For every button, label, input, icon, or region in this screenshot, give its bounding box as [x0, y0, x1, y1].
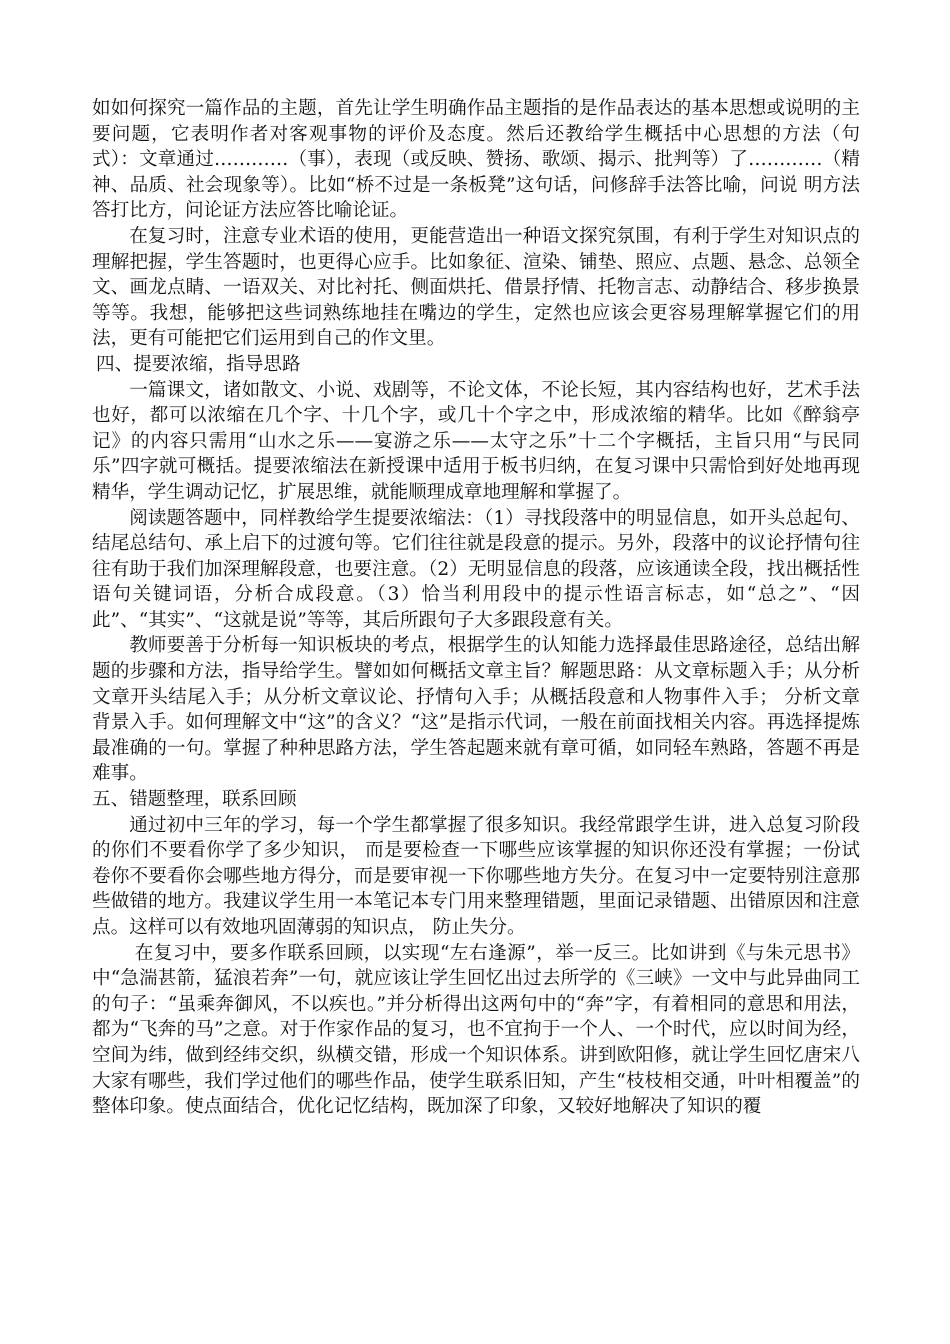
document-page — [92, 96, 860, 1120]
paragraph-connection-review: 在复习中，要多作联系回顾，以实现“左右逢源”，举一反三。比如讲到《与朱元思书》中“急湍甚箭，猛浪若奔”一句，就应该让学生回忆出过去所学的《三峡》一文中与此异曲同工的句子：“虽乘奔御风，不以疾也。”并分析得出这两句中的“奔”字，有着相同的意思和用法，都为“飞奔的马”之意。对于作家作品的复习，也不宜拘于一个人、一个时代，应以时间为经，空间为纬，做到经纬交织，纵横交错，形成一个知识体系。讲到欧阳修，就让学生回忆唐宋八大家有哪些，我们学过他们的哪些作品，使学生联系旧知，产生“枝枝相交通，叶叶相覆盖”的整体印象。使点面结合，优化记忆结构，既加深了印象，又较好地解决了知识的覆 — [92, 942, 860, 1118]
paragraph-error-review: 通过初中三年的学习，每一个学生都掌握了很多知识。我经常跟学生讲，进入总复习阶段的你们不要看你学了多少知识， 而是要检查一下哪些应该掌握的知识你还没有掌握；一份试卷你不要看你会哪些地方得分，而是要审视一下你哪些地方失分。在复习中一定要特别注意那些做错的地方。我建议学生用一本笔记本专门用来整理错题，里面记录错题、出错原因和注意点。这样可以有效地巩固薄弱的知识点， 防止失分。 — [92, 814, 860, 938]
paragraph-terminology: 在复习时，注意专业术语的使用，更能营造出一种语文探究氛围，有利于学生对知识点的理解把握，学生答题时，也更得心应手。比如象征、渲染、铺垫、照应、点题、悬念、总领全文、画龙点睛、一语双关、对比衬托、侧面烘托、借景抒情、托物言志、动静结合、移步换景等等。我想，能够把这些词熟练地挂在嘴边的学生，定然也应该会更容易理解掌握它们的用法，更有可能把它们运用到自己的作文里。 — [92, 225, 860, 350]
paragraph-condensing: 一篇课文，诸如散文、小说、戏剧等，不论文体，不论长短，其内容结构也好，艺术手法也好，都可以浓缩在几个字、十几个字，或几十个字之中，形成浓缩的精华。比如《醉翁亭记》的内容只需用“山水之乐——宴游之乐——太守之乐”十二个字概括，主旨只用“与民同乐”四字就可概括。提要浓缩法在新授课中适用于板书归纳，在复习课中只需恰到好处地再现精华，学生调动记忆，扩展思维，就能顺理成章地理解和掌握了。 — [92, 379, 860, 503]
section-heading-four: 四、提要浓缩，指导思路 — [96, 353, 301, 375]
paragraph-theme-inquiry: 如如何探究一篇作品的主题，首先让学生明确作品主题指的是作品表达的基本思想或说明的主要问题，它表明作者对客观事物的评价及态度。然后还教给学生概括中心思想的方法（句式）：文章通过…………（事），表现（或反映、赞扬、歌颂、揭示、批判等）了…………（精神、品质、社会现象等）。比如“桥不过是一条板凳”这句话，问修辞手法答比喻，问说 明方法答打比方，问论证方法应答比喻论证。 — [92, 98, 860, 222]
section-heading-five: 五、错题整理，联系回顾 — [92, 789, 297, 811]
paragraph-teacher-methods: 教师要善于分析每一知识板块的考点，根据学生的认知能力选择最佳思路途径，总结出解题的步骤和方法，指导给学生。譬如如何概括文章主旨？解题思路：从文章标题入手；从分析文章开头结尾入手；从分析文章议论、抒情句入手；从概括段意和人物事件入手； 分析文章背景入手。如何理解文中“这”的含义？“这”是指示代词，一般在前面找相关内容。再选择提炼最准确的一句。掌握了种种思路方法，学生答起题来就有章可循，如同轻车熟路，答题不再是难事。 — [92, 635, 860, 785]
paragraph-reading-answers: 阅读题答题中，同样教给学生提要浓缩法：（1）寻找段落中的明显信息，如开头总起句、结尾总结句、承上启下的过渡句等。它们往往就是段意的提示。另外，段落中的议论抒情句往往有助于我们加深理解段意，也要注意。（2）无明显信息的段落，应该通读全段，找出概括性语句关键词语，分析合成段意。（3）恰当利用段中的提示性语言标志，如“总之”、“因此”、“其实”、“这就是说”等等，其后所跟句子大多跟段意有关。 — [92, 507, 860, 631]
